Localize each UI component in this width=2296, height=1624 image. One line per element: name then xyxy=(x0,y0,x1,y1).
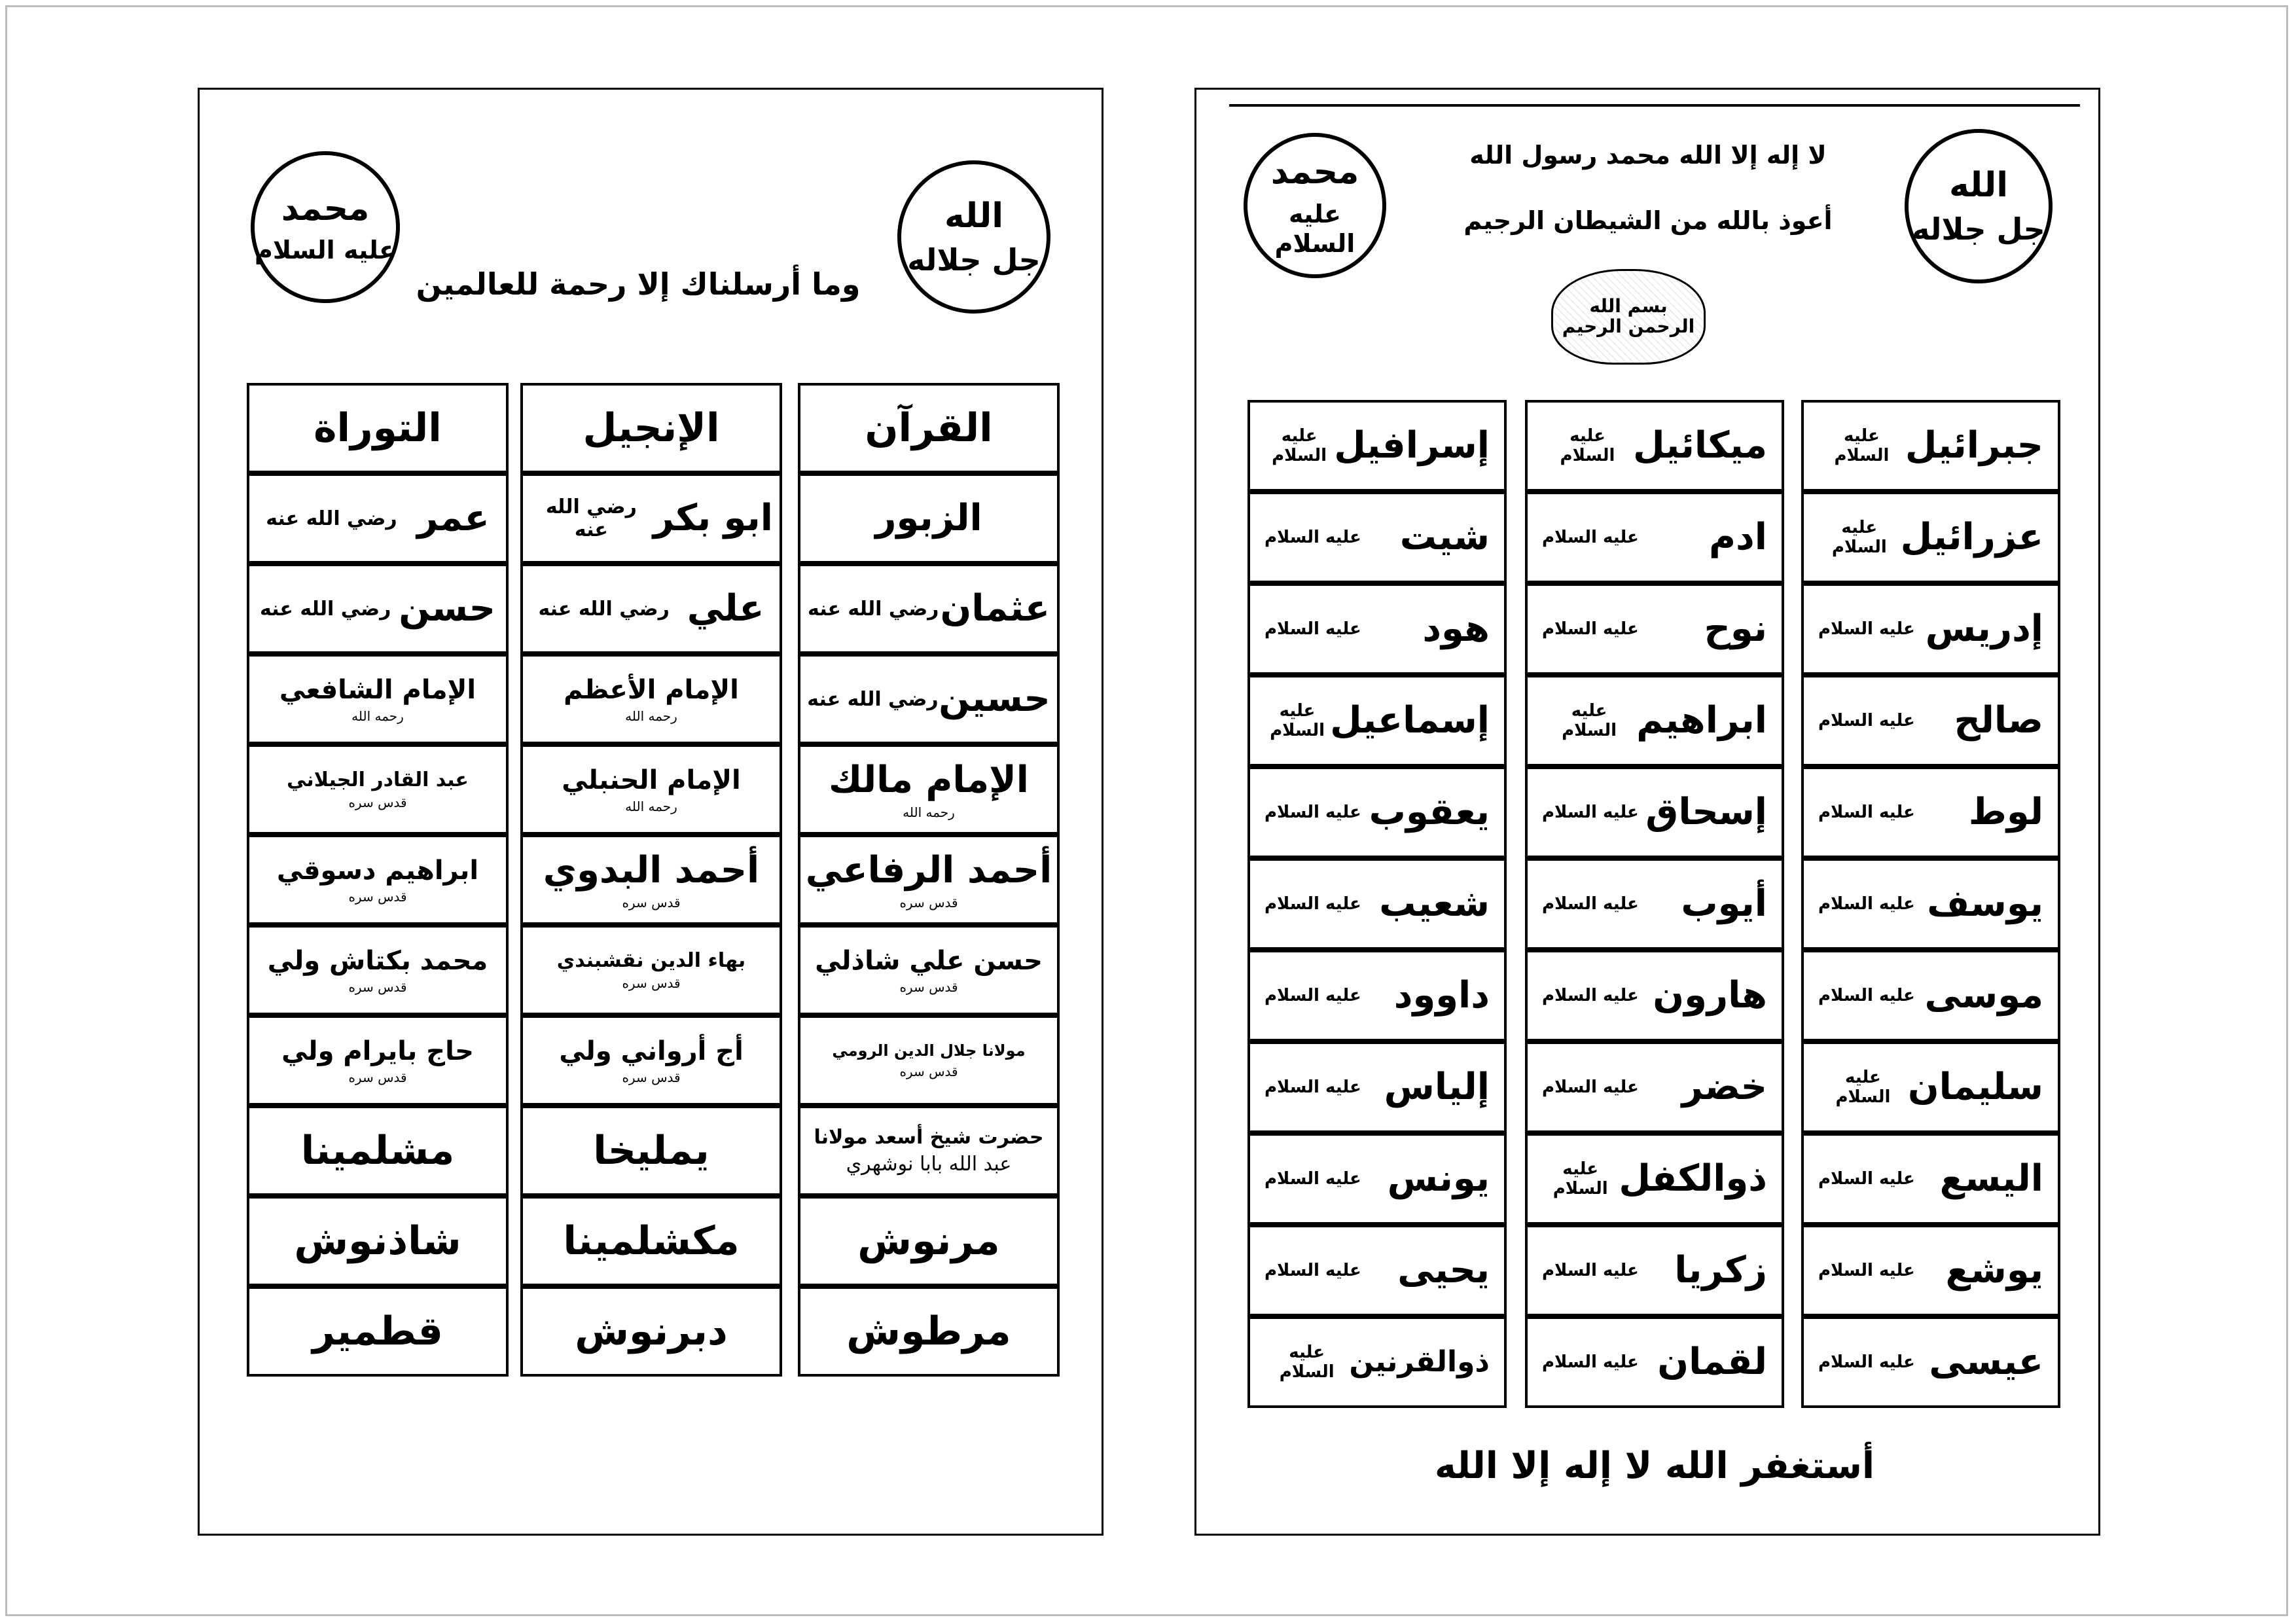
left-cell xyxy=(520,654,782,744)
muhammad-seal xyxy=(1244,133,1386,278)
left-cell xyxy=(520,383,782,473)
cell-sub-text: رحمه الله xyxy=(351,708,404,724)
prophet-name: عيسى xyxy=(1929,1340,2043,1383)
left-cell xyxy=(520,564,782,654)
prophet-cell xyxy=(1525,767,1784,858)
cell-sub-text: رحمه الله xyxy=(625,799,677,814)
honorific-text: عليه السلام xyxy=(1542,1077,1639,1097)
prophet-name: نوح xyxy=(1704,607,1767,650)
cell-sub-text: عبد الله بابا نوشهري xyxy=(846,1152,1012,1176)
shahada-line: لا إله إلا الله محمد رسول الله xyxy=(1469,141,1827,170)
basmala-medallion: بسم الله الرحمن الرحيم xyxy=(1551,269,1706,365)
prophet-cell xyxy=(1801,675,2060,767)
prophet-name: إسرافيل xyxy=(1334,424,1490,467)
left-cell xyxy=(520,835,782,925)
prophet-name: عزرائيل xyxy=(1900,515,2043,558)
allah-seal-line2: جل جلاله xyxy=(907,242,1041,278)
prophet-name: يوشع xyxy=(1945,1248,2043,1291)
prophet-name: سليمان xyxy=(1907,1065,2043,1108)
left-cell xyxy=(798,1106,1060,1196)
cell-main-text: الإمام الأعظم xyxy=(564,675,739,705)
prophet-name: داوود xyxy=(1393,973,1490,1017)
allah-seal-line2: جل جلاله xyxy=(1912,211,2045,247)
prophet-name: هود xyxy=(1422,607,1490,650)
cell-sub-text: قدس سره xyxy=(622,1070,681,1085)
honorific-text: عليه السلام xyxy=(1265,1169,1361,1189)
cell-main-text: الإمام الحنبلي xyxy=(562,765,741,795)
left-cell xyxy=(798,654,1060,744)
honorific-text: عليه السلام xyxy=(1835,1068,1891,1107)
prophet-name: لقمان xyxy=(1657,1340,1767,1383)
honorific-text: عليه السلام xyxy=(1818,1169,1915,1189)
prophet-cell xyxy=(1525,1316,1784,1408)
cell-main-text: دبرنوش xyxy=(575,1308,728,1354)
prophet-cell xyxy=(1247,675,1507,767)
left-cell xyxy=(247,654,509,744)
prophet-name: يعقوب xyxy=(1369,790,1490,833)
honorific-text: عليه السلام xyxy=(1265,1077,1361,1097)
prophet-name: إسحاق xyxy=(1645,790,1767,833)
allah-seal-line1: الله xyxy=(1948,166,2009,206)
cell-sub-text: قدس سره xyxy=(348,979,407,995)
honorific-text: عليه السلام xyxy=(1279,1343,1335,1382)
left-cell xyxy=(798,383,1060,473)
prophet-name: يوسف xyxy=(1927,882,2043,925)
left-cell xyxy=(247,925,509,1015)
cell-sub-text: رحمه الله xyxy=(903,804,955,821)
left-cell xyxy=(798,1015,1060,1106)
honorific-text: عليه السلام xyxy=(1818,711,1915,731)
prophet-name: زكريا xyxy=(1674,1248,1767,1291)
prophet-cell xyxy=(1801,1041,2060,1133)
cell-main-text: التوراة xyxy=(314,405,442,451)
cell-main-text: ابراهيم دسوقي xyxy=(276,856,479,886)
honorific-text: عليه السلام xyxy=(1542,803,1639,822)
cell-main-text: حسن علي شاذلي xyxy=(815,946,1043,976)
prophet-cell xyxy=(1525,492,1784,583)
left-cell xyxy=(798,744,1060,835)
honorific-text: عليه السلام xyxy=(1834,426,1890,465)
prophet-name: هارون xyxy=(1653,973,1767,1017)
honorific-text: عليه السلام xyxy=(1265,619,1361,639)
prophet-name: شيت xyxy=(1399,515,1490,558)
prophet-name: ابراهيم xyxy=(1636,698,1767,742)
prophet-cell xyxy=(1801,1133,2060,1225)
prophet-cell xyxy=(1525,1225,1784,1316)
prophet-name: صالح xyxy=(1954,698,2043,742)
honorific-text: عليه السلام xyxy=(1818,803,1915,822)
prophet-cell xyxy=(1801,492,2060,583)
honorific-text: عليه السلام xyxy=(1818,1352,1915,1372)
left-cell xyxy=(520,925,782,1015)
prophet-cell xyxy=(1247,950,1507,1041)
honorific-text: عليه السلام xyxy=(1265,803,1361,822)
honorific-text: عليه السلام xyxy=(1818,1261,1915,1280)
allah-seal-line1: الله xyxy=(944,196,1004,236)
left-cell xyxy=(520,744,782,835)
cell-main-text: مكشلمينا xyxy=(563,1218,740,1264)
honorific-text: عليه السلام xyxy=(1270,701,1325,740)
prophet-cell xyxy=(1247,1225,1507,1316)
honorific-text: عليه السلام xyxy=(1552,1159,1608,1199)
left-cell xyxy=(247,744,509,835)
cell-sub-text: قدس سره xyxy=(899,979,958,995)
cell-sub-text: قدس سره xyxy=(899,1063,958,1079)
prophet-cell xyxy=(1525,950,1784,1041)
prophet-cell xyxy=(1801,950,2060,1041)
cell-main-text: الزبور xyxy=(875,496,982,539)
prophet-cell xyxy=(1801,767,2060,858)
prophet-name: يحيى xyxy=(1397,1248,1490,1291)
honorific-text: عليه السلام xyxy=(1560,426,1615,465)
honorific-text: عليه السلام xyxy=(1265,986,1361,1005)
cell-main-text: مرنوش xyxy=(857,1218,1000,1264)
prophet-name: لوط xyxy=(1968,790,2043,833)
left-cell xyxy=(247,1286,509,1377)
left-page xyxy=(198,88,1103,1536)
cell-main-text: يمليخا xyxy=(593,1127,709,1174)
cell-main-text: علي xyxy=(687,586,764,630)
prophet-cell xyxy=(1525,583,1784,675)
honorific-text: رضي الله عنه xyxy=(545,496,637,541)
honorific-text: عليه السلام xyxy=(1831,518,1887,557)
left-cell xyxy=(798,564,1060,654)
honorific-text: عليه السلام xyxy=(1542,1352,1639,1372)
honorific-text: عليه السلام xyxy=(1562,701,1617,740)
left-cell xyxy=(247,1106,509,1196)
left-cell xyxy=(247,473,509,564)
cell-main-text: الإنجيل xyxy=(583,405,720,451)
prophet-name: إلياس xyxy=(1384,1065,1490,1108)
cell-main-text: حضرت شيخ أسعد مولانا xyxy=(814,1126,1044,1149)
taawwudh-line: أعوذ بالله من الشيطان الرجيم xyxy=(1463,206,1833,235)
right-page xyxy=(1194,88,2100,1536)
cell-main-text: الإمام مالك xyxy=(829,758,1030,801)
muhammad-seal-line1: محمد xyxy=(1270,153,1359,192)
top-rule xyxy=(1229,104,2080,107)
cell-sub-text: قدس سره xyxy=(899,895,958,911)
cell-main-text: قطمير xyxy=(312,1308,443,1354)
prophet-name: ميكائيل xyxy=(1633,424,1767,467)
honorific-text: عليه السلام xyxy=(1818,986,1915,1005)
prophet-name: اليسع xyxy=(1939,1157,2043,1200)
cell-main-text: حسن xyxy=(399,586,496,630)
honorific-text: عليه السلام xyxy=(1818,619,1915,639)
cell-main-text: محمد بكتاش ولي xyxy=(267,946,488,976)
prophet-name: إدريس xyxy=(1925,607,2043,650)
prophet-cell xyxy=(1525,1133,1784,1225)
prophet-name: أيوب xyxy=(1681,882,1767,925)
left-cell xyxy=(247,835,509,925)
left-cell xyxy=(520,1196,782,1286)
muhammad-seal-line2: عليه السلام xyxy=(255,236,396,265)
prophet-cell xyxy=(1801,400,2060,492)
prophet-cell xyxy=(1247,492,1507,583)
cell-main-text: أحمد البدوي xyxy=(543,848,760,892)
cell-main-text: الإمام الشافعي xyxy=(279,675,476,705)
prophet-cell xyxy=(1247,1041,1507,1133)
cell-sub-text: قدس سره xyxy=(622,975,681,992)
cell-main-text: بهاء الدين نقشبندي xyxy=(556,948,746,972)
prophet-cell xyxy=(1801,1225,2060,1316)
prophet-cell xyxy=(1247,767,1507,858)
prophet-name: خضر xyxy=(1681,1065,1767,1108)
cell-main-text: مشلمينا xyxy=(300,1127,455,1174)
honorific-text: عليه السلام xyxy=(1818,894,1915,914)
cell-main-text: حسين xyxy=(939,677,1050,720)
muhammad-seal-line1: محمد xyxy=(281,189,370,228)
left-cell xyxy=(247,1196,509,1286)
left-cell xyxy=(798,1286,1060,1377)
cell-main-text: ابو بكر xyxy=(653,496,773,539)
left-cell xyxy=(247,1015,509,1106)
cell-main-text: أج أرواني ولي xyxy=(559,1036,744,1066)
honorific-text: رضي الله عنه xyxy=(808,597,939,621)
cell-main-text: عثمان xyxy=(940,586,1050,630)
left-cell xyxy=(798,473,1060,564)
honorific-text: عليه السلام xyxy=(1542,894,1639,914)
cell-main-text: القرآن xyxy=(865,405,993,451)
left-cell xyxy=(520,1106,782,1196)
muhammad-seal xyxy=(251,151,400,303)
prophet-cell xyxy=(1525,675,1784,767)
prophet-cell xyxy=(1801,583,2060,675)
left-cell xyxy=(520,1286,782,1377)
cell-main-text: شاذنوش xyxy=(294,1218,461,1264)
honorific-text: عليه السلام xyxy=(1542,986,1639,1005)
left-cell xyxy=(520,1015,782,1106)
prophet-name: يونس xyxy=(1387,1157,1490,1200)
prophet-cell xyxy=(1801,858,2060,950)
honorific-text: رضي الله عنه xyxy=(266,507,397,530)
honorific-text: رضي الله عنه xyxy=(259,597,391,621)
cell-main-text: عبد القادر الجيلاني xyxy=(287,768,469,791)
prophet-cell xyxy=(1525,400,1784,492)
prophet-cell xyxy=(1525,858,1784,950)
prophet-name: ادم xyxy=(1709,515,1767,558)
prophet-cell xyxy=(1801,1316,2060,1408)
cell-sub-text: رحمه الله xyxy=(625,708,677,724)
cell-main-text: حاج بايرام ولي xyxy=(281,1036,474,1066)
allah-seal xyxy=(1905,129,2053,283)
prophet-cell xyxy=(1247,1316,1507,1408)
cell-main-text: عمر xyxy=(417,496,490,539)
prophet-name: ذوالكفل xyxy=(1619,1157,1767,1200)
honorific-text: عليه السلام xyxy=(1265,1261,1361,1280)
prophet-name: ذوالقرنين xyxy=(1349,1344,1490,1379)
prophet-cell xyxy=(1247,583,1507,675)
left-cell xyxy=(798,835,1060,925)
honorific-text: رضي الله عنه xyxy=(807,687,939,711)
prophet-cell xyxy=(1525,1041,1784,1133)
left-cell xyxy=(798,925,1060,1015)
honorific-text: عليه السلام xyxy=(1265,528,1361,547)
honorific-text: عليه السلام xyxy=(1542,1261,1639,1280)
cell-main-text: مرطوش xyxy=(846,1308,1011,1354)
left-cell xyxy=(247,564,509,654)
honorific-text: رضي الله عنه xyxy=(538,597,670,621)
prophet-name: شعيب xyxy=(1379,882,1490,925)
honorific-text: عليه السلام xyxy=(1272,426,1327,465)
cell-sub-text: قدس سره xyxy=(348,1070,407,1085)
left-cell xyxy=(798,1196,1060,1286)
left-cell xyxy=(247,383,509,473)
prophet-cell xyxy=(1247,858,1507,950)
prophet-name: إسماعيل xyxy=(1330,698,1490,742)
cell-main-text: مولانا جلال الدين الرومي xyxy=(832,1041,1026,1060)
right-footer: أستغفر الله لا إله إلا الله xyxy=(1434,1445,1875,1487)
prophet-name: موسى xyxy=(1924,973,2043,1017)
cell-sub-text: قدس سره xyxy=(622,895,681,911)
honorific-text: عليه السلام xyxy=(1265,894,1361,914)
cell-sub-text: قدس سره xyxy=(348,889,407,905)
prophet-name: جبرائيل xyxy=(1905,424,2043,467)
muhammad-seal-line2: عليه السلام xyxy=(1274,199,1355,259)
prophet-cell xyxy=(1247,400,1507,492)
allah-seal xyxy=(897,160,1050,314)
left-header: وما أرسلناك إلا رحمة للعالمين xyxy=(416,266,861,302)
honorific-text: عليه السلام xyxy=(1542,619,1639,639)
prophet-cell xyxy=(1247,1133,1507,1225)
cell-main-text: أحمد الرفاعي xyxy=(805,848,1052,892)
honorific-text: عليه السلام xyxy=(1542,528,1639,547)
cell-sub-text: قدس سره xyxy=(348,795,407,811)
left-cell xyxy=(520,473,782,564)
